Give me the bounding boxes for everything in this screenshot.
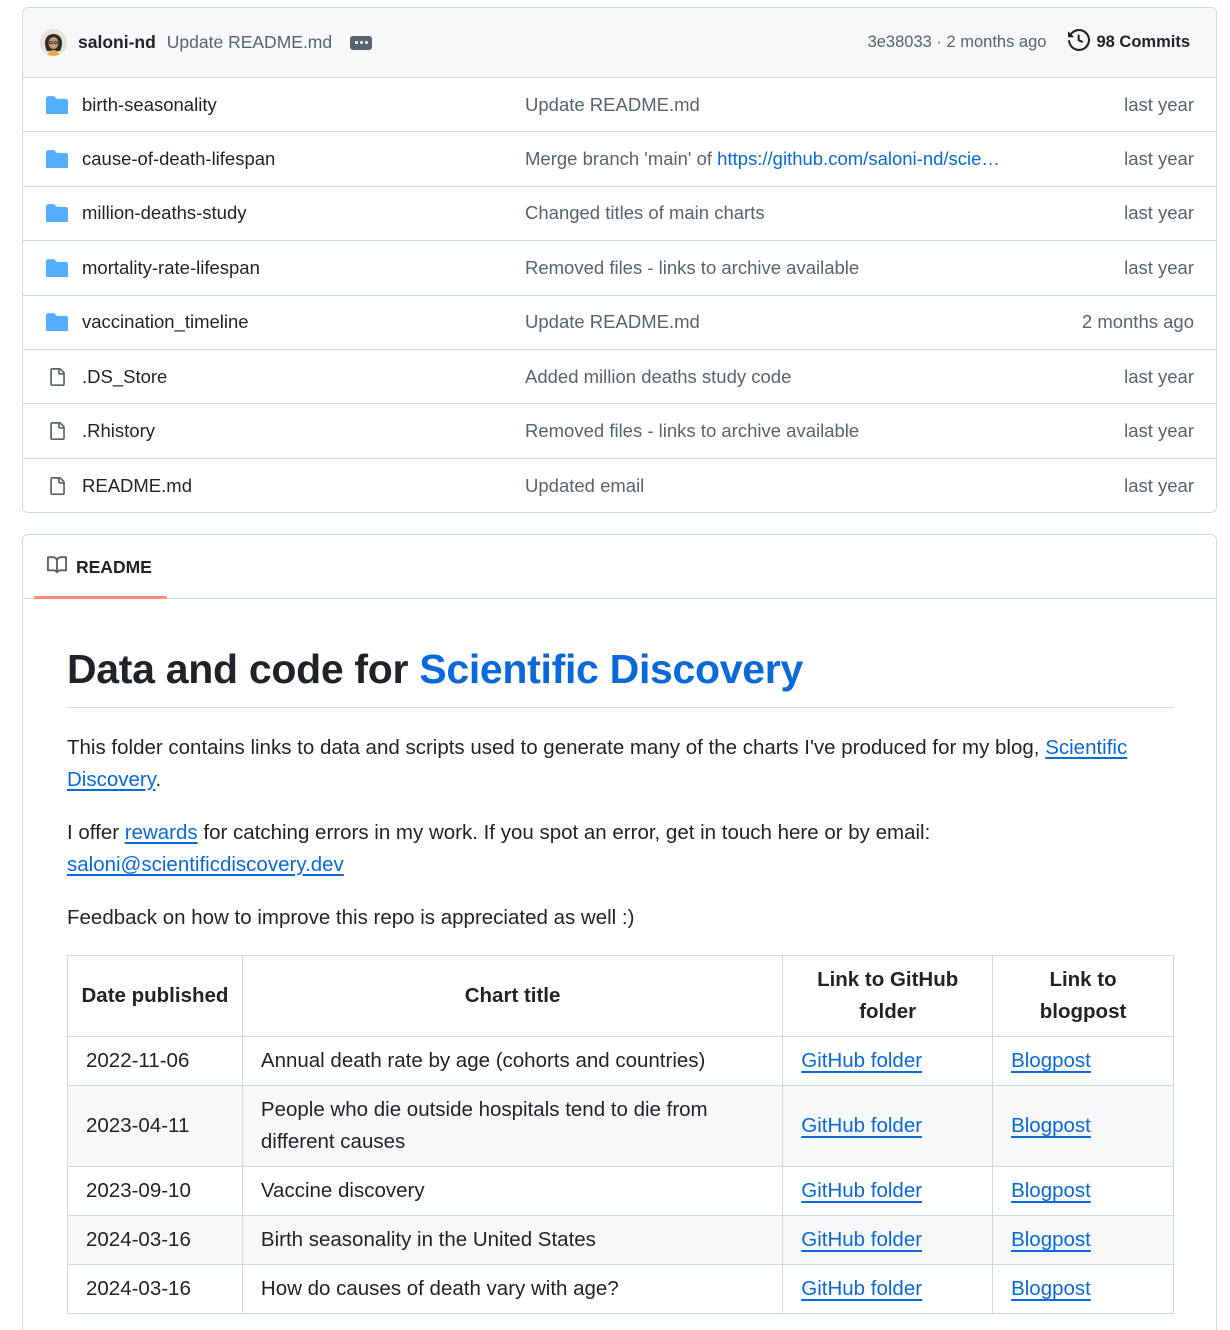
file-name-link[interactable]: cause-of-death-lifespan xyxy=(82,148,276,170)
file-name-link[interactable]: .Rhistory xyxy=(82,420,155,442)
file-commit-message[interactable]: Changed titles of main charts xyxy=(525,202,765,224)
table-row xyxy=(68,1216,1174,1265)
charts-table xyxy=(67,955,1174,1314)
folder-icon xyxy=(45,311,69,333)
file-row[interactable] xyxy=(23,187,1216,241)
commits-count: 98 Commits xyxy=(1096,33,1190,51)
file-name-link[interactable]: vaccination_timeline xyxy=(82,311,249,333)
commit-message[interactable]: Update README.md xyxy=(166,32,333,52)
file-row[interactable] xyxy=(23,404,1216,458)
book-icon xyxy=(46,555,68,580)
tab-readme[interactable] xyxy=(35,535,163,599)
cell-title: Annual death rate by age (cohorts and countries) xyxy=(242,1037,782,1086)
blog-link[interactable]: Scientific Discovery xyxy=(67,736,1128,791)
file-browser xyxy=(22,7,1217,513)
file-commit-date: last year xyxy=(1124,256,1194,278)
cell-date: 2024-03-16 xyxy=(68,1265,243,1314)
github-folder-link[interactable]: GitHub folder xyxy=(801,1277,923,1300)
expand-commit-button[interactable] xyxy=(350,36,372,50)
table-header-row xyxy=(68,956,1174,1037)
cell-github xyxy=(783,1037,993,1086)
table-row xyxy=(68,1265,1174,1314)
file-icon xyxy=(45,366,69,388)
file-commit-date: last year xyxy=(1124,474,1194,496)
github-folder-link[interactable]: GitHub folder xyxy=(801,1228,923,1251)
cell-date: 2023-04-11 xyxy=(68,1086,243,1167)
file-commit-date: last year xyxy=(1124,420,1194,442)
cell-github xyxy=(783,1216,993,1265)
cell-blog xyxy=(993,1167,1174,1216)
file-name-link[interactable]: million-deaths-study xyxy=(82,202,247,224)
readme-paragraph-rewards: I offer rewards for catching errors in my work. If you spot an error, get in touch here or by email: saloni@scientificdiscovery.dev xyxy=(67,821,931,876)
file-commit-message[interactable]: Removed files - links to archive available xyxy=(525,256,860,278)
cell-date: 2023-09-10 xyxy=(68,1167,243,1216)
readme-heading: Data and code for Scientific Discovery xyxy=(67,643,1174,708)
blogpost-link[interactable]: Blogpost xyxy=(1011,1179,1091,1202)
table-row xyxy=(68,1037,1174,1086)
file-commit-message[interactable]: Update README.md xyxy=(525,93,700,115)
email-link[interactable]: saloni@scientificdiscovery.dev xyxy=(67,853,344,876)
folder-icon xyxy=(45,94,69,116)
file-commit-date: last year xyxy=(1124,202,1194,224)
active-tab-indicator xyxy=(34,596,167,599)
header-title: Chart title xyxy=(242,956,782,1037)
readme-tabbar xyxy=(23,535,1216,599)
commits-history-link[interactable] xyxy=(1068,29,1190,56)
file-row[interactable] xyxy=(23,296,1216,350)
file-commit-date: last year xyxy=(1124,93,1194,115)
readme-paragraph-feedback: Feedback on how to improve this repo is appreciated as well :) xyxy=(67,906,635,929)
cell-blog xyxy=(993,1216,1174,1265)
commit-sha-time[interactable]: 3e38033 · 2 months ago xyxy=(867,33,1047,51)
file-row[interactable] xyxy=(23,350,1216,404)
blogpost-link[interactable]: Blogpost xyxy=(1011,1114,1091,1137)
file-commit-message[interactable]: Added million deaths study code xyxy=(525,365,792,387)
folder-icon xyxy=(45,202,69,224)
table-row xyxy=(68,1086,1174,1167)
cell-date: 2024-03-16 xyxy=(68,1216,243,1265)
github-folder-link[interactable]: GitHub folder xyxy=(801,1049,923,1072)
latest-commit-bar xyxy=(23,8,1216,78)
github-folder-link[interactable]: GitHub folder xyxy=(801,1179,923,1202)
file-row[interactable] xyxy=(23,241,1216,295)
cell-blog xyxy=(993,1086,1174,1167)
cell-title: Birth seasonality in the United States xyxy=(242,1216,782,1265)
readme-content xyxy=(67,643,1174,1314)
cell-blog xyxy=(993,1265,1174,1314)
cell-title: Vaccine discovery xyxy=(242,1167,782,1216)
author-avatar[interactable] xyxy=(40,29,67,56)
cell-date: 2022-11-06 xyxy=(68,1037,243,1086)
file-commit-date: last year xyxy=(1124,365,1194,387)
blogpost-link[interactable]: Blogpost xyxy=(1011,1277,1091,1300)
readme-paragraph-intro: This folder contains links to data and scripts used to generate many of the charts I've produced for my blog, Scientific Discovery. xyxy=(67,736,1128,791)
readme-panel xyxy=(22,534,1217,1330)
cell-github xyxy=(783,1265,993,1314)
github-folder-link[interactable]: GitHub folder xyxy=(801,1114,923,1137)
file-icon xyxy=(45,475,69,497)
commit-url-link[interactable]: https://github.com/saloni-nd/scie… xyxy=(717,148,1000,170)
cell-title: How do causes of death vary with age? xyxy=(242,1265,782,1314)
cell-github xyxy=(783,1086,993,1167)
header-blog: Link to blogpost xyxy=(993,956,1174,1037)
file-commit-date: last year xyxy=(1124,148,1194,170)
rewards-link[interactable]: rewards xyxy=(124,821,198,844)
heading-link[interactable]: Scientific Discovery xyxy=(419,646,803,692)
commit-author[interactable]: saloni-nd xyxy=(78,32,156,52)
file-list xyxy=(23,78,1216,513)
cell-github xyxy=(783,1167,993,1216)
folder-icon xyxy=(45,148,69,170)
file-row[interactable] xyxy=(23,78,1216,132)
file-name-link[interactable]: README.md xyxy=(82,474,192,496)
file-commit-message[interactable]: Updated email xyxy=(525,474,645,496)
table-row xyxy=(68,1167,1174,1216)
cell-blog xyxy=(993,1037,1174,1086)
file-name-link[interactable]: birth-seasonality xyxy=(82,93,217,115)
blogpost-link[interactable]: Blogpost xyxy=(1011,1049,1091,1072)
header-github: Link to GitHub folder xyxy=(783,956,993,1037)
folder-icon xyxy=(45,257,69,279)
cell-title: People who die outside hospitals tend to die from different causes xyxy=(242,1086,782,1167)
file-commit-message[interactable]: Merge branch 'main' of https://github.com/saloni-nd/scie… xyxy=(525,148,1000,170)
file-row[interactable] xyxy=(23,459,1216,513)
file-commit-message[interactable]: Update README.md xyxy=(525,311,700,333)
file-row[interactable] xyxy=(23,132,1216,186)
history-icon xyxy=(1068,29,1090,56)
file-name-link[interactable]: mortality-rate-lifespan xyxy=(82,256,260,278)
table-body xyxy=(68,1037,1174,1314)
file-commit-date: 2 months ago xyxy=(1081,311,1194,333)
file-icon xyxy=(45,420,69,442)
header-date: Date published xyxy=(68,956,243,1037)
file-commit-message[interactable]: Removed files - links to archive available xyxy=(525,420,860,442)
file-name-link[interactable]: .DS_Store xyxy=(82,365,168,387)
tab-readme-label: README xyxy=(76,556,152,577)
blogpost-link[interactable]: Blogpost xyxy=(1011,1228,1091,1251)
